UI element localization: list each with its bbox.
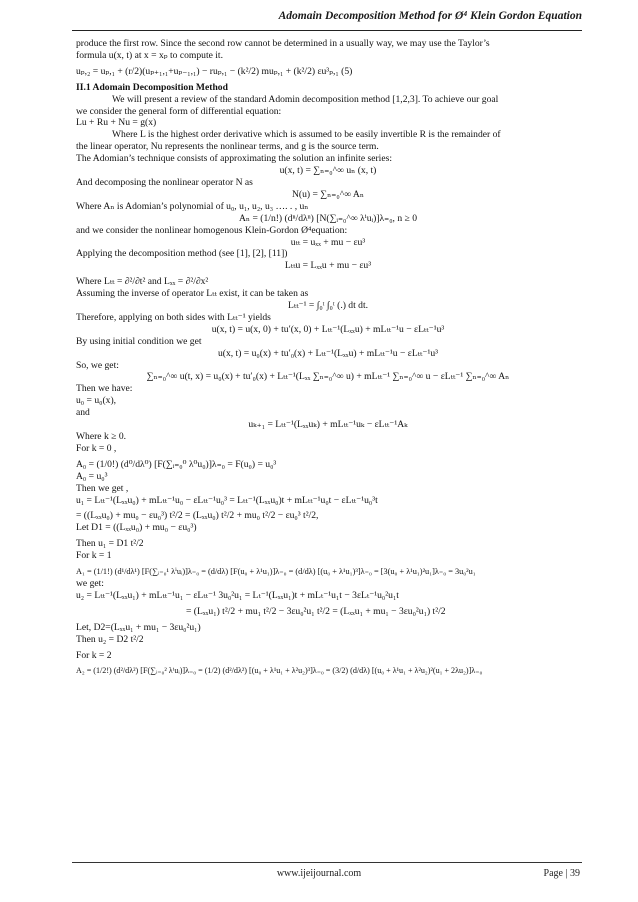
text-line: and we consider the nonlinear homogenous Klein-Gordon Ø⁴equation: — [76, 224, 348, 236]
text-line: Where Lₜₜ = ∂²/∂t² and Lₓₓ = ∂²/∂x² — [76, 276, 209, 288]
text-line: Where Aₙ is Adomian’s polynomial of u₀, u₁, u₂, u₃ …. . , uₙ — [76, 200, 309, 212]
equation: u(x, t) = u(x, 0) + tu′(x, 0) + Lₜₜ⁻¹(Lₓₓu) + mLₜₜ⁻¹u − εLₜₜ⁻¹u³ — [211, 323, 445, 335]
equation: Lₜₜ⁻¹ = ∫₀ᵗ ∫₀ᵗ (.) dt dt. — [287, 300, 369, 312]
equation: Then u₂ = D2 t²/2 — [76, 633, 144, 645]
equation: uₖ₊₁ = Lₜₜ⁻¹(Lₓₓuₖ) + mLₜₜ⁻¹uₖ − εLₜₜ⁻¹Aₖ — [248, 419, 408, 431]
equation: Let, D2=(Lₓₓu₁ + mu₁ − 3εu₀²u₁) — [76, 621, 201, 633]
text-line: Where k ≥ 0. — [76, 431, 127, 442]
equation: = ((Lₓₓu₀) + mu₀ − εu₀³) t²/2 = (Lₓₓu₀) t²/2 + mu₀ t²/2 − εu₀³ t²/2, — [76, 510, 319, 522]
equation-5: uₚ,₂ = uₚ,₁ + (r/2)(uₚ₊₁,₁+uₚ₋₁,₁) − ruₚ,₁ − (k²/2) muₚ,₁ + (k²/2) εu³ₚ,₁ (5) — [76, 65, 353, 77]
equation: = (Lₓₓu₁) t²/2 + mu₁ t²/2 − 3εu₀²u₁ t²/2 = (Lₓₓu₁ + mu₁ − 3εu₀²u₁) t²/2 — [186, 605, 446, 617]
text-line: Where L is the highest order derivative which is assumed to be easily invertible R is the remainder of — [112, 129, 501, 141]
text-line: and — [76, 407, 90, 419]
equation: u₁ = Lₜₜ⁻¹(Lₓₓu₀) + mLₜₜ⁻¹u₀ − εLₜₜ⁻¹u₀³ = Lₜₜ⁻¹(Lₓₓu₀)t + mLₜₜ⁻¹u₀t − εLₜₜ⁻¹u₀³t — [76, 494, 378, 506]
body-text — [76, 38, 580, 677]
text-line: For k = 2 — [76, 649, 112, 661]
equation: N(u) = ∑ₙ₌₀^∞ Aₙ — [291, 188, 364, 200]
page-number: Page | 39 — [543, 868, 580, 879]
text-line: For k = 1 — [76, 550, 112, 562]
text-line: Then we have: — [76, 383, 133, 395]
equation: Then u₁ = D1 t²/2 — [76, 538, 144, 550]
equation: A₂ = (1/2!) (d²/dλ²) [F(∑ᵢ₌₀² λⁱuᵢ)]λ₌₀ = (1/2) (d²/dλ²) [(u₀ + λ¹u₁ + λ²u₂)³]λ₌₀ = (3/2) (d/dλ) [(u₀ + λ¹u₁ + λ²u₂)²(u₁ + 2λu₂)]λ₌₀ — [76, 666, 483, 676]
equation: ∑ₙ₌₀^∞ u(t, x) = u₀(x) + tu′₀(x) + Lₜₜ⁻¹(Lₓₓ ∑ₙ₌₀^∞ u) + mLₜₜ⁻¹ ∑ₙ₌₀^∞ u − εLₜₜ⁻¹ ∑ₙ₌₀^∞ Aₙ — [146, 371, 510, 383]
text-line: Applying the decomposition method (see [1], [2], [11]) — [76, 248, 288, 260]
text-line: Therefore, applying on both sides with Lₜₜ⁻¹ yields — [76, 311, 271, 323]
running-header: Adomain Decomposition Method for Ø⁴ Klein Gordon Equation — [278, 10, 582, 22]
equation: A₀ = u₀³ — [76, 470, 108, 482]
equation: u(x, t) = u₀(x) + tu′₀(x) + Lₜₜ⁻¹(Lₓₓu) + mLₜₜ⁻¹u − εLₜₜ⁻¹u³ — [217, 347, 439, 359]
text-line: the linear operator, Nu represents the nonlinear terms, and g is the source term. — [76, 141, 379, 153]
equation: uₜₜ = uₓₓ + mu − εu³ — [290, 236, 366, 248]
header-rule — [72, 30, 582, 31]
equation: u(x, t) = ∑ₙ₌₀^∞ uₙ (x, t) — [279, 165, 377, 177]
equation: Let D1 = ((Lₓₓu₀) + mu₀ − εu₀³) — [76, 522, 197, 534]
text-line: By using initial condition we get — [76, 335, 202, 347]
text-line: We will present a review of the standard Adomin decomposition method [1,2,3]. To achieve our goal — [112, 93, 499, 105]
text-line: produce the first row. Since the second row cannot be determined in a usually way, we may use the Taylor’s — [76, 38, 490, 49]
equation: A₀ = (1/0!) (d⁰/dλ⁰) [F(∑ᵢ₌₀⁰ λ⁰u₀)]λ₌₀ = F(u₀) = u₀³ — [76, 458, 277, 470]
footer-rule — [72, 862, 582, 863]
equation: Aₙ = (1/n!) (dⁿ/dλⁿ) [N(∑ᵢ₌₀^∞ λⁱuᵢ)]λ₌₀, n ≥ 0 — [239, 212, 417, 224]
text-line: So, we get: — [76, 359, 119, 371]
text-line: formula u(x, t) at x = xₚ to compute it. — [76, 49, 223, 61]
equation: Lu + Ru + Nu = g(x) — [76, 117, 157, 129]
text-line: The Adomian’s technique consists of approximating the solution an infinite series: — [76, 153, 393, 165]
footer-url: www.ijeijournal.com — [276, 868, 362, 879]
text-line: And decomposing the nonlinear operator N as — [76, 176, 253, 188]
equation: Lₜₜu = Lₓₓu + mu − εu³ — [284, 260, 372, 272]
text-line: For k = 0 , — [76, 442, 117, 454]
text-line: Then we get , — [76, 482, 129, 494]
text-line: Assuming the inverse of operator Lₜₜ exist, it can be taken as — [76, 288, 309, 300]
equation: A₁ = (1/1!) (d¹/dλ¹) [F(∑ᵢ₌₀¹ λⁱuᵢ)]λ₌₀ = (d/dλ) [F(u₀ + λ¹u₁)]λ₌₀ = (d/dλ) [(u₀ + λ¹u₁)³]λ₌₀ = [3(u₀ + λ¹u₁)²u₁]λ₌₀ = 3u₀²u₁ — [76, 567, 476, 577]
text-line: we consider the general form of differential equation: — [76, 105, 282, 117]
equation: u₂ = Lₜₜ⁻¹(Lₓₓu₁) + mLₜₜ⁻¹u₁ − εLₜₜ⁻¹ 3u₀²u₁ = Lₜ⁻¹(Lₓₓu₁)t + mLₜ⁻¹u₁t − 3εLₜ⁻¹u₀²u₁t — [76, 589, 399, 601]
text-line: we get: — [76, 577, 104, 589]
equation: u₀ = u₀(x), — [76, 395, 117, 407]
section-heading: II.1 Adomain Decomposition Method — [76, 81, 228, 93]
